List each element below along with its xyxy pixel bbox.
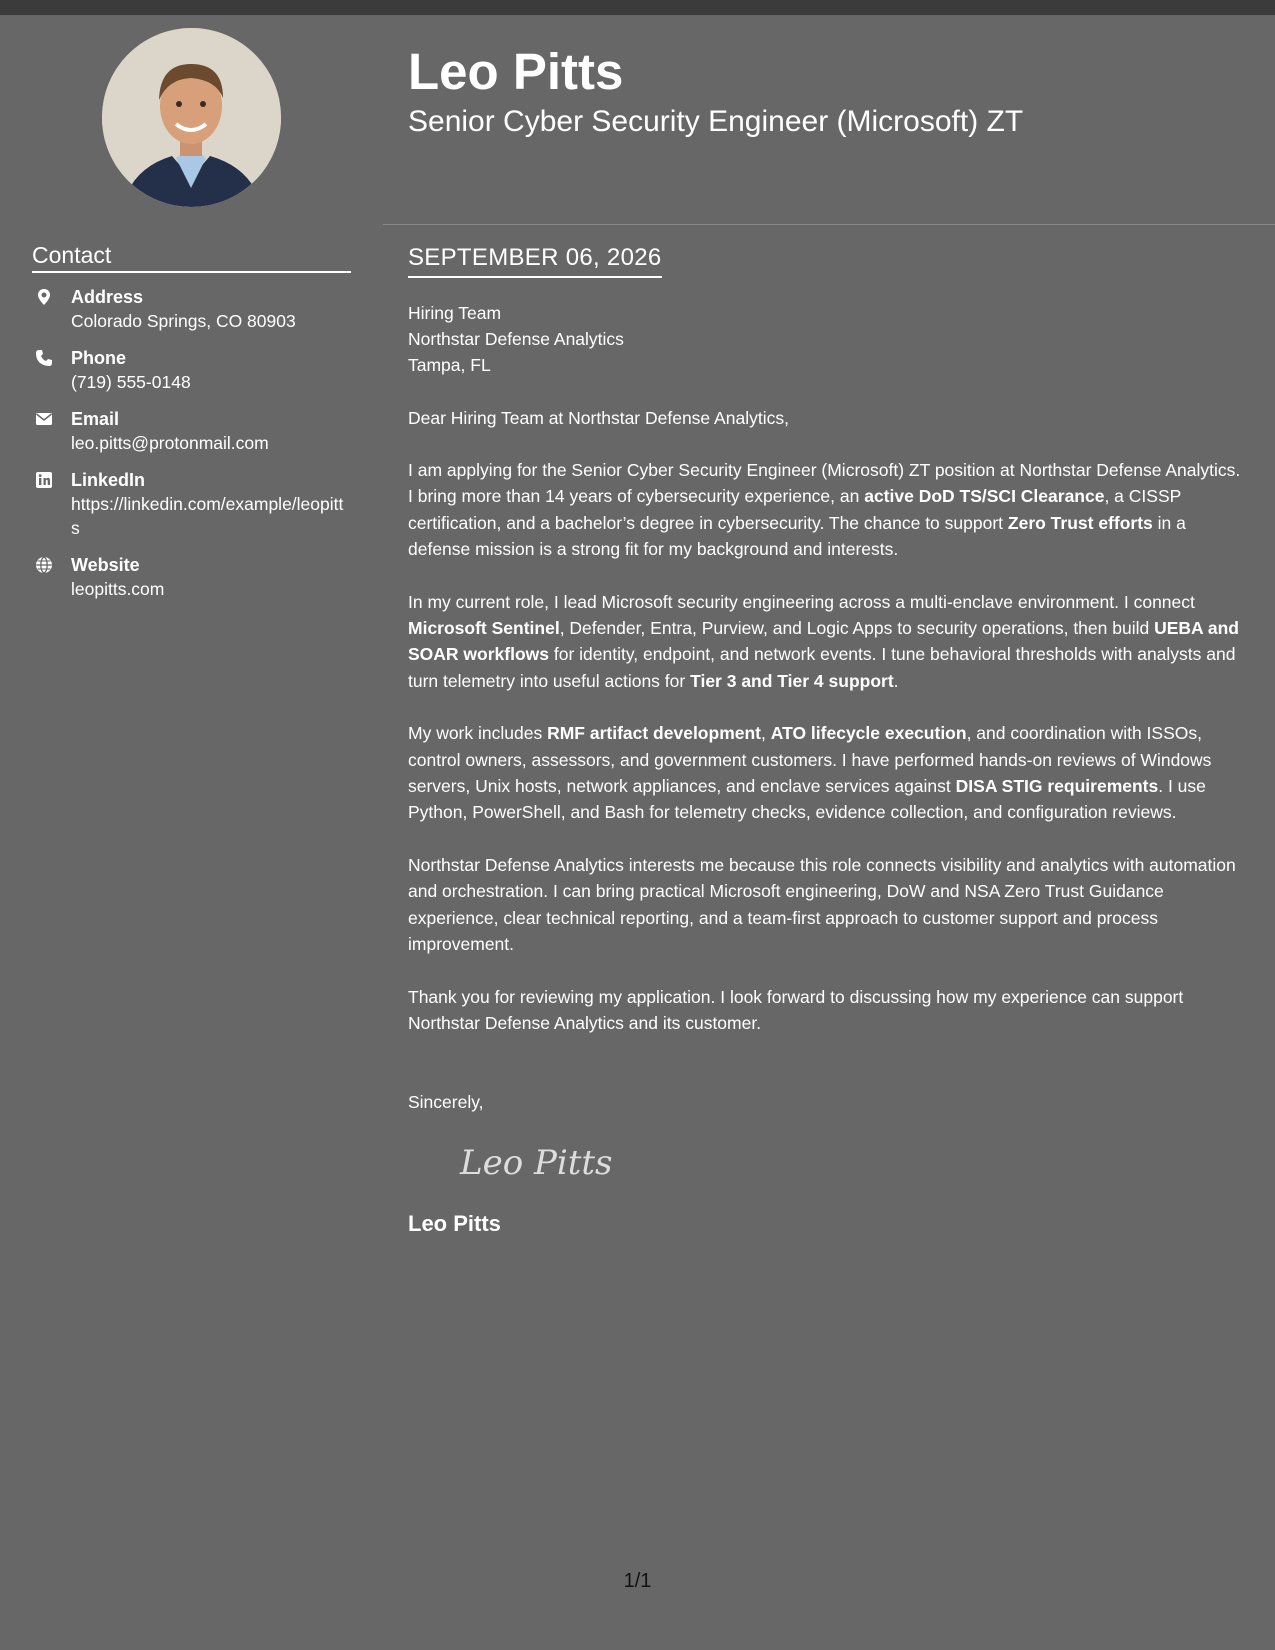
letter-body <box>408 457 1248 1036</box>
emphasis-text: ATO lifecycle execution <box>770 723 967 744</box>
closing: Sincerely, <box>408 1092 484 1113</box>
contact-value: Colorado Springs, CO 80903 <box>71 311 296 331</box>
paragraph-text: In my current role, I lead Microsoft security engineering across a multi-enclave environment. I connect <box>408 591 1195 612</box>
header-divider <box>383 224 1275 225</box>
applicant-name: Leo Pitts <box>408 43 624 100</box>
contact-heading: Contact <box>32 242 351 273</box>
recipient-line: Northstar Defense Analytics <box>408 329 624 349</box>
map-pin-icon <box>35 288 53 306</box>
signature: Leo Pitts <box>460 1143 613 1184</box>
recipient-line: Tampa, FL <box>408 355 491 375</box>
top-bar <box>0 0 1275 15</box>
paragraph-text: Thank you for reviewing my application. I look forward to discussing how my experience can support Northstar Defense Analytics and its customer. <box>408 986 1184 1033</box>
recipient-block <box>408 300 1248 378</box>
body-paragraph <box>408 852 1248 958</box>
emphasis-text: DISA STIG requirements <box>955 776 1159 797</box>
paragraph-text: My work includes <box>408 723 548 744</box>
contact-label: Email <box>71 409 120 429</box>
linkedin-link[interactable]: https://linkedin.com/example/leopitts <box>71 494 344 538</box>
letter-date: SEPTEMBER 06, 2026 <box>408 242 662 278</box>
contact-website <box>32 553 352 601</box>
contact-phone <box>32 346 352 394</box>
paragraph-text: . I use Python, PowerShell, and Bash for telemetry checks, evidence collection, and configuration reviews. <box>408 776 1206 823</box>
contact-address <box>32 285 352 333</box>
signed-name: Leo Pitts <box>408 1211 501 1237</box>
paragraph-text: , <box>761 723 771 744</box>
contact-list <box>32 285 352 614</box>
contact-linkedin <box>32 468 352 540</box>
salutation: Dear Hiring Team at Northstar Defense Analytics, <box>408 408 789 428</box>
applicant-title: Senior Cyber Security Engineer (Microsoft) ZT <box>408 105 1024 138</box>
profile-photo-image <box>102 28 281 207</box>
email-link[interactable]: leo.pitts@protonmail.com <box>71 433 269 453</box>
website-link[interactable]: leopitts.com <box>71 579 165 599</box>
body-paragraph <box>408 720 1248 826</box>
page-number: 1/1 <box>623 1570 652 1592</box>
contact-email <box>32 407 352 455</box>
cover-letter <box>408 242 1248 1239</box>
body-paragraph <box>408 457 1248 563</box>
paragraph-text: , Defender, Entra, Purview, and Logic Apps to security operations, then build <box>559 618 1155 639</box>
body-paragraph <box>408 589 1248 695</box>
paragraph-text: , a CISSP certification, and a bachelor’s degree in cybersecurity. The chance to support <box>408 486 1181 533</box>
body-paragraph <box>408 984 1248 1037</box>
paragraph-text: in a defense mission is a strong fit for my background and interests. <box>408 512 1186 560</box>
paragraph-text: , and coordination with ISSOs, control owners, assessors, and government customers. I have performed hands-on reviews of Windows servers, Unix hosts, network appliances, and enclave services against <box>408 723 1212 797</box>
contact-label: Phone <box>71 348 127 368</box>
recipient-line: Hiring Team <box>408 303 502 323</box>
profile-photo <box>102 28 281 207</box>
paragraph-text: Northstar Defense Analytics interests me because this role connects visibility and analytics with automation and orchestration. I can bring practical Microsoft engineering, DoW and NSA Zero Trust Guidance experience, clear technical reporting, and a team-first approach to customer support and process improvement. <box>408 854 1236 955</box>
contact-label: Website <box>71 555 140 575</box>
linkedin-icon <box>35 471 53 489</box>
phone-icon <box>35 349 53 367</box>
emphasis-text: Zero Trust efforts <box>1007 512 1153 533</box>
globe-icon <box>35 556 53 574</box>
envelope-icon <box>35 410 53 428</box>
emphasis-text: UEBA and SOAR workflows <box>408 618 1239 665</box>
contact-label: Address <box>71 287 144 307</box>
contact-label: LinkedIn <box>71 470 146 490</box>
emphasis-text: RMF artifact development <box>547 723 762 744</box>
emphasis-text: Tier 3 and Tier 4 support <box>690 670 894 691</box>
emphasis-text: active DoD TS/SCI Clearance <box>864 486 1105 507</box>
emphasis-text: Microsoft Sentinel <box>408 618 560 639</box>
paragraph-text: . <box>893 670 899 691</box>
paragraph-text: I am applying for the Senior Cyber Security Engineer (Microsoft) ZT position at Northstar Defense Analytics. I bring more than 14 years of cybersecurity experience, an <box>408 460 1241 507</box>
contact-value: (719) 555-0148 <box>71 372 191 392</box>
paragraph-text: for identity, endpoint, and network events. I tune behavioral thresholds with analysts and turn telemetry into useful actions for <box>408 644 1236 691</box>
